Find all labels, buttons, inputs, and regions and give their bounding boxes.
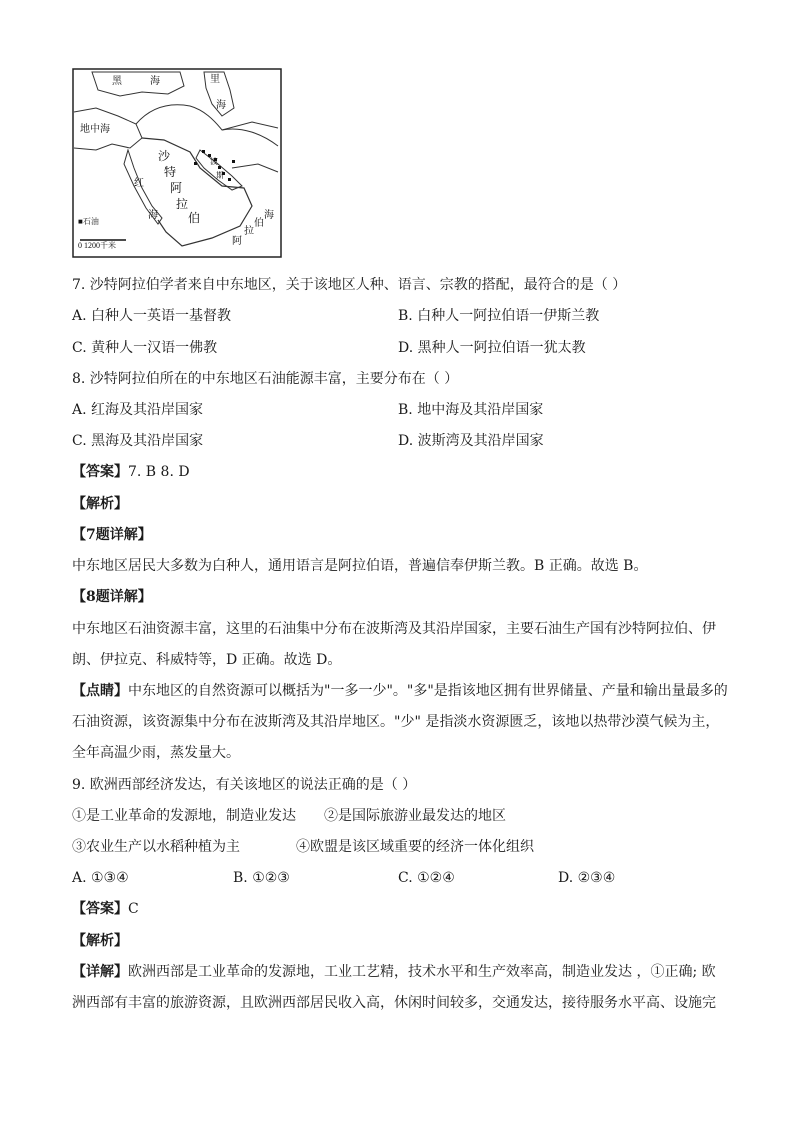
q7-option-a: A. 白种人一英语一基督教 xyxy=(72,308,232,324)
middle-east-map xyxy=(72,68,282,258)
map-label: 阿 xyxy=(170,181,183,195)
detail-text: 欧洲西部是工业革命的发源地，工业工艺精，技术水平和生产效率高，制造业发达 ，①正确; 欧 xyxy=(128,964,716,980)
answer-text: C xyxy=(128,901,139,917)
q7-stem: 7. 沙特阿拉伯学者来自中东地区，关于该地区人种、语言、宗教的搭配，最符合的是（ ） xyxy=(72,277,627,293)
answer-tag: 【答案】 xyxy=(72,464,128,480)
map-label: 波 xyxy=(210,157,218,166)
map-label: 伯 xyxy=(188,211,201,225)
q8-option-d: D. 波斯湾及其沿岸国家 xyxy=(398,433,544,449)
map-label: 特 xyxy=(164,165,177,179)
q7-option-d: D. 黑种人一阿拉伯语一犹太教 xyxy=(398,340,586,356)
q8-option-b: B. 地中海及其沿岸国家 xyxy=(398,402,544,418)
black-sea-shape xyxy=(92,72,184,96)
detail-row xyxy=(72,962,716,982)
map-legend: ■石油 xyxy=(78,217,99,226)
map-label: 伯 xyxy=(254,218,264,229)
tip-text: 中东地区的自然资源可以概括为"一多一少"。"多"是指该地区拥有世界储量、产量和输出量最多的 xyxy=(128,683,728,699)
map-scale: 0 1200千米 xyxy=(78,241,116,250)
map-label: 红 xyxy=(134,178,144,189)
analysis-tag: 【解析】 xyxy=(72,933,128,949)
q9-stem: 9. 欧洲西部经济发达，有关该地区的说法正确的是（ ） xyxy=(72,777,417,793)
tip-line: 石油资源，该资源集中分布在波斯湾及其沿岸地区。"少" 是指淡水资源匮乏，该地以热带沙漠气候为主， xyxy=(72,714,720,730)
tip-row xyxy=(72,681,728,701)
map-label: 拉 xyxy=(244,226,254,237)
detail-line: 洲西部有丰富的旅游资源，且欧洲西部居民收入高，休闲时间较多，交通发达，接待服务水平高、设施完 xyxy=(72,995,716,1011)
q8-detail-tag: 【8题详解】 xyxy=(72,589,152,605)
map-label: 地中海 xyxy=(80,124,110,135)
q8-stem: 8. 沙特阿拉伯所在的中东地区石油能源丰富，主要分布在（ ） xyxy=(72,371,459,387)
map-label: 里 xyxy=(210,74,220,85)
q7-option-c: C. 黄种人一汉语一佛教 xyxy=(72,340,218,356)
detail-tag: 【详解】 xyxy=(72,964,128,980)
map-label: 海 xyxy=(264,210,274,221)
map-label: 海 xyxy=(216,100,226,111)
q8-detail-line: 朗、伊拉克、科威特等，D 正确。故选 D。 xyxy=(72,652,342,668)
q8-option-a: A. 红海及其沿岸国家 xyxy=(72,402,204,418)
q7-detail-text: 中东地区居民大多数为白种人，通用语言是阿拉伯语，普遍信奉伊斯兰教。B 正确。故选 B。 xyxy=(72,558,648,574)
answer-row xyxy=(72,899,139,919)
q7-detail-tag: 【7题详解】 xyxy=(72,527,152,543)
tip-line: 全年高温少雨，蒸发量大。 xyxy=(72,745,240,761)
map-label: 海 xyxy=(148,210,158,221)
q9-option-a: A. ①③④ xyxy=(72,870,129,886)
q9-option-d: D. ②③④ xyxy=(558,870,616,886)
q9-option-c: C. ①②④ xyxy=(398,870,455,886)
q9-statement-4: ④欧盟是该区域重要的经济一体化组织 xyxy=(296,839,534,855)
answer-text: 7. B 8. D xyxy=(128,464,190,480)
answer-row xyxy=(72,462,190,482)
answer-tag: 【答案】 xyxy=(72,901,128,917)
map-label: 拉 xyxy=(176,197,189,211)
q8-detail-line: 中东地区石油资源丰富，这里的石油集中分布在波斯湾及其沿岸国家，主要石油生产国有沙特阿拉伯、伊 xyxy=(72,621,716,637)
q9-statement-2: ②是国际旅游业最发达的地区 xyxy=(324,808,506,824)
q7-option-b: B. 白种人一阿拉伯语一伊斯兰教 xyxy=(398,308,600,324)
map-label: 斯 xyxy=(216,171,224,180)
q9-statement-1: ①是工业革命的发源地，制造业发达 xyxy=(72,808,296,824)
map-label: 沙 xyxy=(158,149,171,163)
map-label: 阿 xyxy=(232,236,242,247)
q8-option-c: C. 黑海及其沿岸国家 xyxy=(72,433,204,449)
analysis-tag: 【解析】 xyxy=(72,496,128,512)
map-label: 海 xyxy=(150,76,160,87)
map-label: 黑 xyxy=(112,76,122,87)
tip-tag: 【点睛】 xyxy=(72,683,128,699)
q9-statement-3: ③农业生产以水稻种植为主 xyxy=(72,839,240,855)
q9-option-b: B. ①②③ xyxy=(233,870,290,886)
